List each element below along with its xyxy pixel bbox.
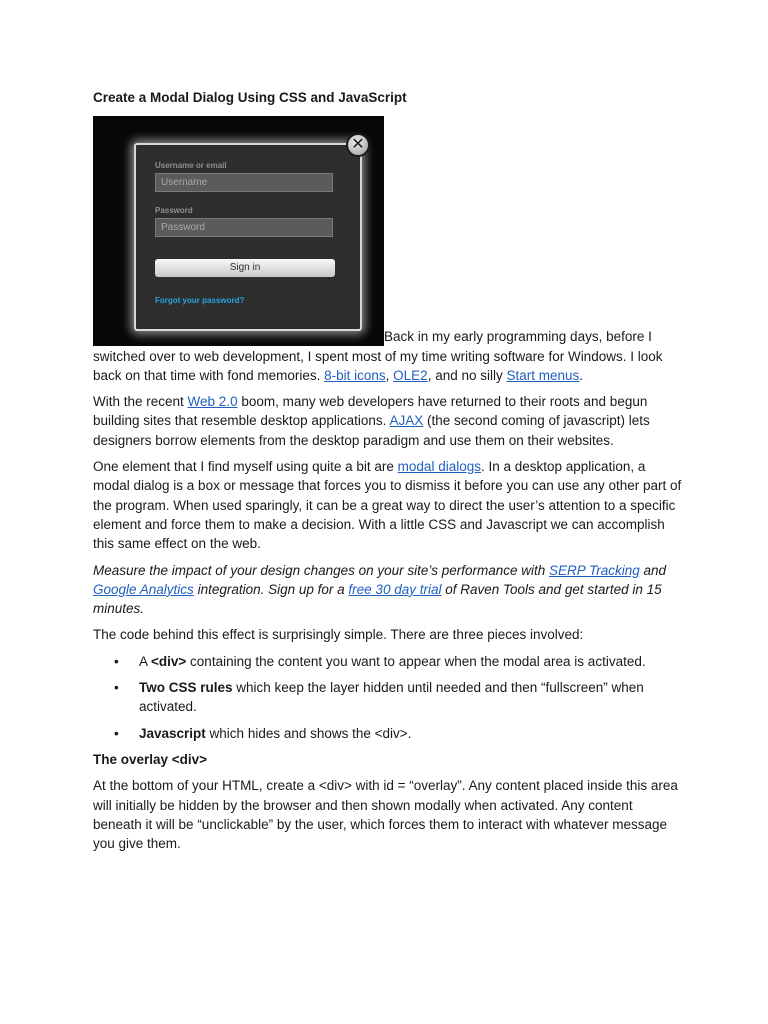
bullet-marker: • [114, 653, 119, 669]
paragraph-promo [93, 561, 683, 619]
link-8bit-icons[interactable]: 8-bit icons [324, 367, 386, 383]
link-start-menus[interactable]: Start menus [506, 367, 580, 383]
bullet-marker: • [114, 680, 119, 696]
list-item-text: containing the content you want to appear when the modal area is activated. [186, 653, 646, 669]
paragraph-text: Measure the impact of your design changes on your site’s performance with [93, 562, 549, 578]
paragraph-text: , and no silly [427, 367, 507, 383]
paragraph-text: . In a desktop application, a modal dialog is a box or message that forces you to dismiss it before you can use any other part of the program. When used sparingly, it can be a great way to direct the user’s attention to a specific element and force them to make a decision. With a little CSS and Javascript we can accomplish this same effect on the web. [93, 459, 682, 552]
list-item-bold: Two CSS rules [139, 680, 233, 696]
paragraph-pieces: The code behind this effect is surprisingly simple. There are three pieces involved: [93, 627, 584, 643]
paragraph-text: . [579, 367, 584, 383]
link-web20[interactable]: Web 2.0 [187, 394, 238, 410]
paragraph-web20 [93, 392, 683, 450]
paragraph-text: Back in my early programming days, before I switched over to web development, I spent most of my time writing software for Windows. I look back on that time with fond memories. [93, 329, 663, 383]
list-item [93, 724, 683, 743]
article-title: Create a Modal Dialog Using CSS and JavaScript [93, 90, 407, 105]
paragraph-text: One element that I find myself using quite a bit are [93, 459, 398, 475]
paragraph-text: integration. Sign up for a [193, 581, 349, 597]
close-icon: ✕ [346, 133, 370, 157]
list-item [93, 678, 683, 717]
paragraph-text: With the recent [93, 394, 188, 410]
password-field: Password [155, 218, 333, 237]
list-item [93, 652, 683, 671]
link-modal-dialogs[interactable]: modal dialogs [397, 459, 481, 475]
section-heading: The overlay <div> [93, 751, 208, 767]
paragraph-text: (the second coming of javascript) lets designers borrow elements from the desktop paradigm and use them on their websites. [93, 413, 650, 448]
modal-dialog [134, 143, 362, 331]
signin-button: Sign in [155, 259, 335, 277]
paragraph-text: boom, many web developers have returned to their roots and begun building sites that resemble desktop applications. [93, 394, 648, 429]
username-field: Username [155, 173, 333, 192]
link-free-trial[interactable]: free 30 day trial [348, 581, 442, 597]
paragraph-modal-dialogs [93, 457, 683, 553]
paragraph-overlay: At the bottom of your HTML, create a <div> with id = “overlay”. Any content placed inside this area will initially be hidden by the browser and then shown modally when activated. Any content beneath it will be “unclickable” by the user, which forces them to interact with whatever message you give them. [93, 778, 678, 852]
list-item-text: A [139, 653, 152, 669]
forgot-password-link: Forgot your password? [155, 296, 245, 306]
list-item-text: which hides and shows the <div>. [205, 725, 412, 741]
link-serp-tracking[interactable]: SERP Tracking [549, 562, 640, 578]
link-google-analytics[interactable]: Google Analytics [93, 581, 194, 597]
list-item-bold: Javascript [139, 725, 206, 741]
list-item-bold: <div> [151, 653, 187, 669]
paragraph-text: , [385, 367, 394, 383]
pieces-list [93, 652, 683, 743]
article-body [93, 88, 683, 860]
list-item-text: which keep the layer hidden until needed and then “fullscreen” when activated. [139, 680, 644, 715]
paragraph-text: of Raven Tools and get started in 15 minutes. [93, 581, 662, 617]
paragraph-text: and [639, 562, 667, 578]
bullet-marker: • [114, 725, 119, 741]
link-ole2[interactable]: OLE2 [393, 367, 428, 383]
password-label: Password [155, 206, 193, 216]
username-label: Username or email [155, 161, 227, 171]
modal-screenshot [93, 116, 384, 346]
link-ajax[interactable]: AJAX [389, 413, 424, 429]
